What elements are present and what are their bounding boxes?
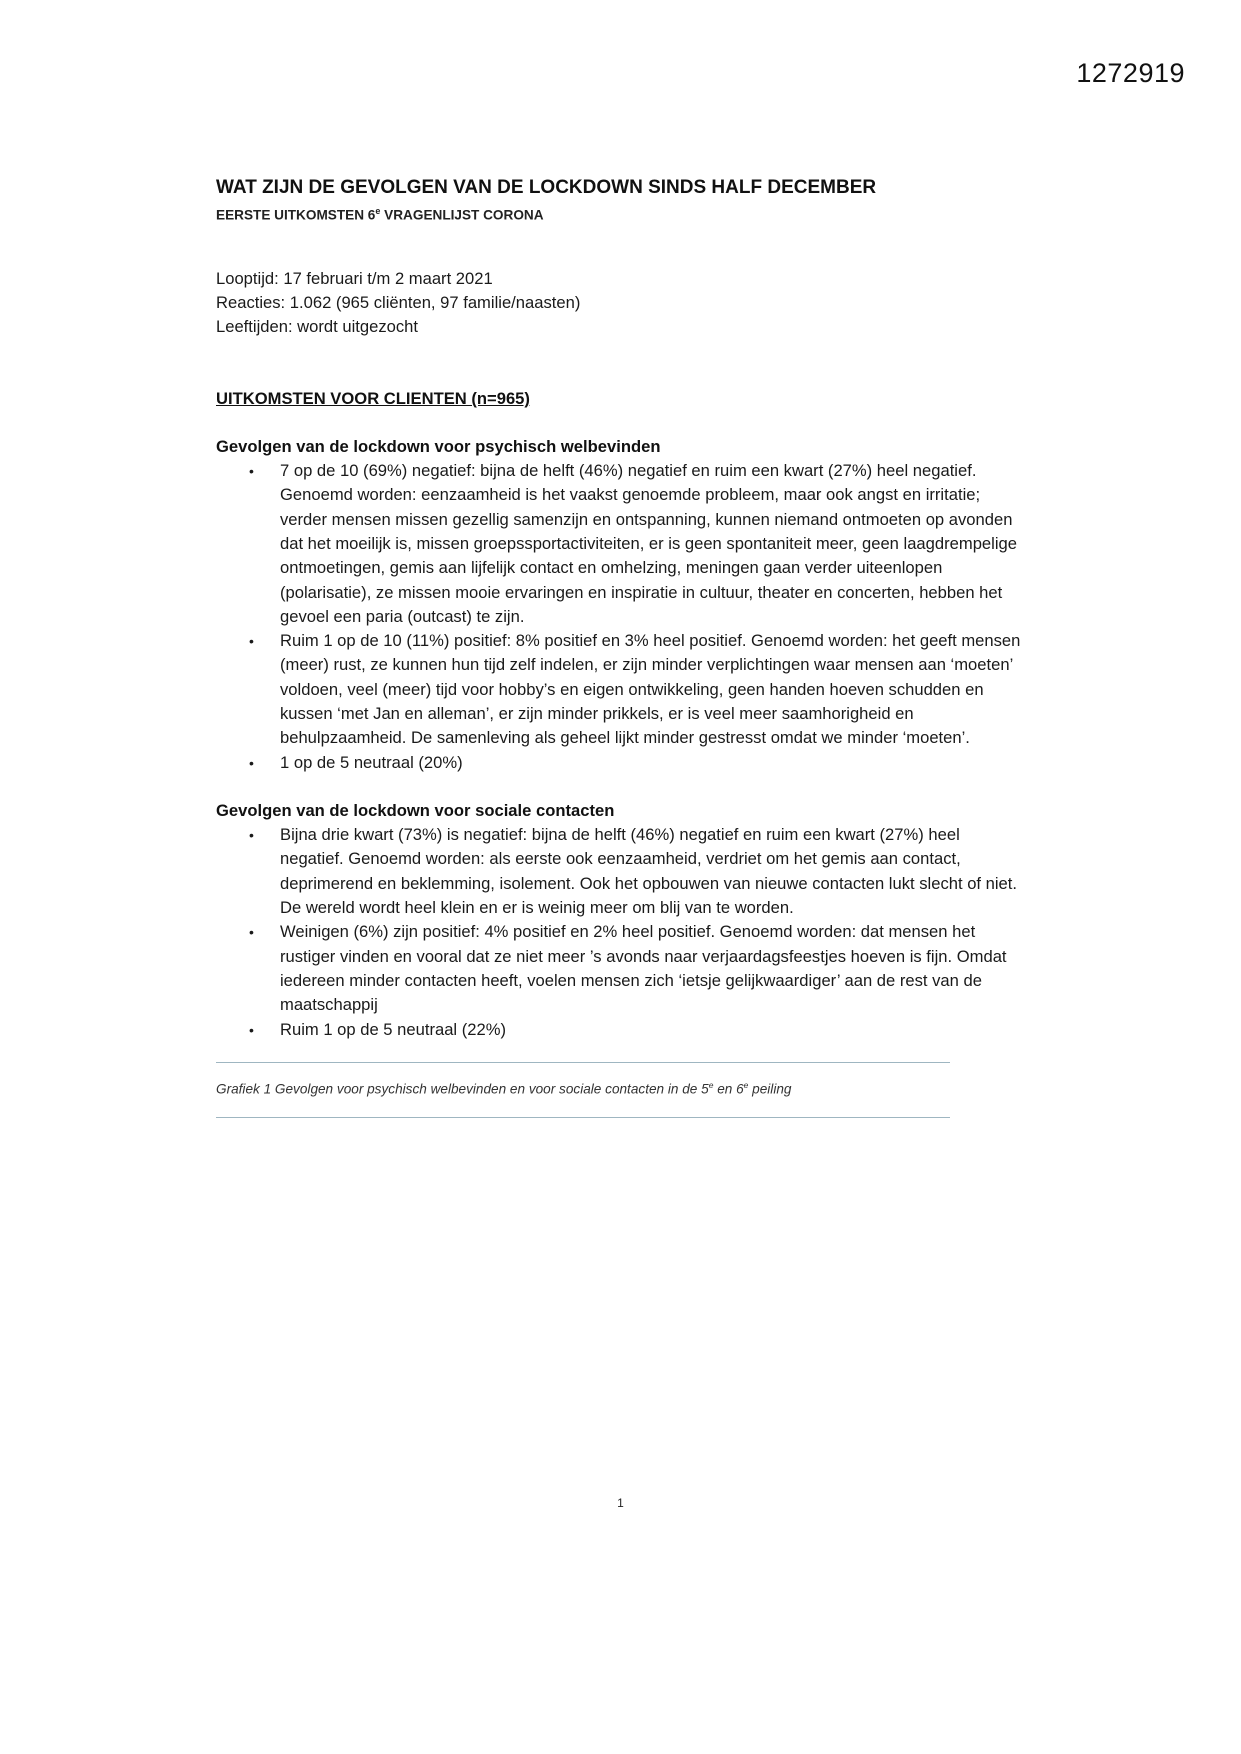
topic-heading-social: Gevolgen van de lockdown voor sociale contacten [216, 800, 615, 820]
list-item [216, 459, 1026, 629]
subtitle-superscript: e [375, 206, 381, 216]
caption-rule-top [216, 1062, 950, 1063]
figure-caption [216, 1075, 1026, 1100]
caption-text-1: Grafiek 1 Gevolgen voor psychisch welbevinden en voor sociale contacten in de 5 [216, 1081, 709, 1097]
topic-heading-wellbeing: Gevolgen van de lockdown voor psychisch welbevinden [216, 436, 661, 456]
subtitle-text-end: VRAGENLIJST CORONA [380, 207, 544, 223]
meta-ages: Leeftijden: wordt uitgezocht [216, 317, 419, 337]
list-item-text: Ruim 1 op de 5 neutraal (22%) [280, 1019, 506, 1039]
page-number: 1 [617, 1496, 624, 1510]
document-body [216, 175, 1026, 1118]
list-item-text: 7 op de 10 (69%) negatief: bijna de helft (46%) negatief en ruim een kwart (27%) heel negatief. Genoemd worden: eenzaamheid is het vaakst genoemde probleem, maar ook angst en irritatie; verder mensen missen gezellig samenzijn en ontspanning, kunnen niemand ontmoeten op avonden dat het moeilijk is, missen groepssportactiviteiten, er is geen spontaniteit meer, geen laagdrempelige ontmoetingen, gemis aan lijfelijk contact en omhelzing, meningen gaan verder uiteenlopen (polarisatie), ze missen mooie ervaringen en inspiratie in cultuur, theater en concerten, hebben het gevoel een paria (outcast) te zijn. [280, 461, 1017, 626]
bullet-list-social [216, 823, 1026, 1042]
list-item [216, 629, 1026, 750]
document-subtitle [216, 201, 1026, 226]
list-item [216, 1018, 1026, 1042]
bullet-icon: • [249, 827, 254, 844]
document-id: 1272919 [1076, 58, 1185, 88]
bullet-list-wellbeing [216, 459, 1026, 775]
list-item-text: Bijna drie kwart (73%) is negatief: bijna de helft (46%) negatief en ruim een kwart (27%) heel negatief. Genoemd worden: als eerste ook eenzaamheid, verdriet om het gemis aan contact, deprimerend en beklemming, isolement. Ook het opbouwen van nieuwe contacten lukt slecht of niet. De wereld wordt heel klein en er is weinig meer om blij van te worden. [280, 825, 1018, 918]
bullet-icon: • [249, 463, 254, 480]
bullet-icon: • [249, 924, 254, 941]
meta-responses: Reacties: 1.062 (965 cliënten, 97 familie/naasten) [216, 292, 581, 312]
caption-text-2: en 6 [713, 1081, 744, 1097]
list-item-text: Ruim 1 op de 10 (11%) positief: 8% positief en 3% heel positief. Genoemd worden: het geeft mensen (meer) rust, ze kunnen hun tijd zelf indelen, er zijn minder verplichtingen waar mensen aan ‘moeten’ voldoen, veel (meer) tijd voor hobby’s en eigen ontwikkeling, geen handen hoeven schudden en kussen ‘met Jan en alleman’, er zijn minder prikkels, er is veel meer saamhorigheid en behulpzaamheid. De samenleving als geheel lijkt minder gestresst omdat we minder ‘moeten’. [280, 631, 1021, 748]
caption-superscript-1: e [708, 1079, 714, 1090]
caption-superscript-2: e [743, 1079, 749, 1090]
list-item [216, 920, 1026, 1017]
list-item-text: Weinigen (6%) zijn positief: 4% positief en 2% heel positief. Genoemd worden: dat mensen het rustiger vinden en vooral dat ze niet meer ’s avonds naar verjaardagsfeestjes hoeven is fijn. Omdat iedereen minder contacten heeft, voelen mensen zich ‘ietsje gelijkwaardiger’ aan de rest van de maatschappij [280, 922, 1007, 1015]
list-item [216, 823, 1026, 920]
survey-metadata [216, 267, 1026, 340]
section-title: UITKOMSTEN VOOR CLIENTEN (n=965) [216, 389, 530, 409]
caption-text-3: peiling [748, 1081, 792, 1097]
list-item-text: 1 op de 5 neutraal (20%) [280, 752, 463, 772]
subtitle-text-start: EERSTE UITKOMSTEN 6 [216, 207, 376, 223]
caption-rule-bottom [216, 1117, 950, 1118]
bullet-icon: • [249, 754, 254, 771]
meta-duration: Looptijd: 17 februari t/m 2 maart 2021 [216, 268, 493, 288]
bullet-icon: • [249, 1021, 254, 1038]
list-item [216, 751, 1026, 775]
document-title: WAT ZIJN DE GEVOLGEN VAN DE LOCKDOWN SINDS HALF DECEMBER [216, 177, 877, 198]
bullet-icon: • [249, 633, 254, 650]
